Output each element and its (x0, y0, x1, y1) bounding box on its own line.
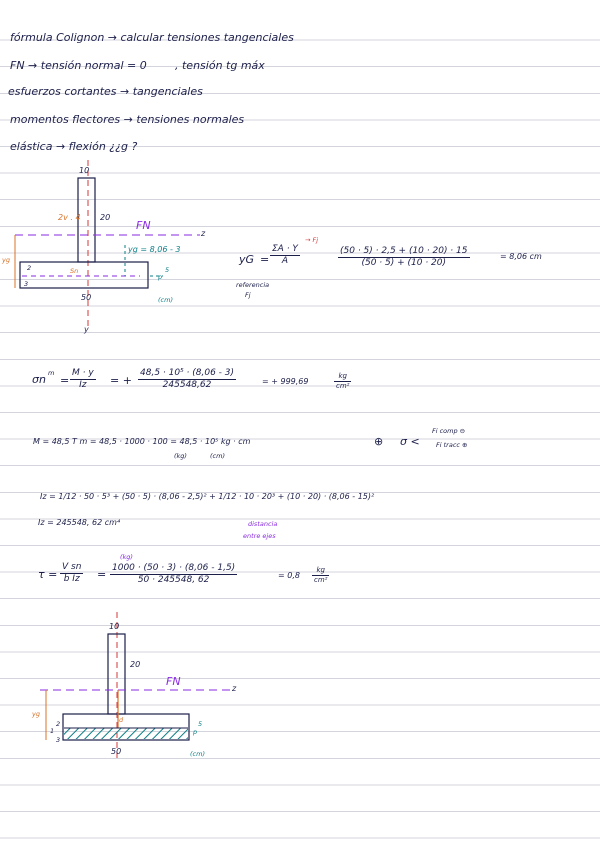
centroid-den: A (281, 256, 289, 266)
tau-lhs: τ = (38, 568, 58, 581)
inertia-text: Iz = 1/12 · 50 · 5³ + (50 · 5) · (8,06 - 2,5)² + 1/12 · 10 · 20³ + (10 · 20) · (8,06 - 15)² (40, 492, 375, 501)
diagram2-web-width: 10 (109, 622, 120, 631)
diagram1-web-height: 20 (100, 213, 111, 222)
diagram1-units: (cm) (158, 296, 173, 304)
diagram1-dim-3: 3 (24, 280, 29, 288)
sigma-num1: M · y (72, 368, 94, 378)
centroid-mark: → Fj (305, 236, 319, 244)
moment-text: M = 48,5 T m = 48,5 · 1000 · 100 = 48,5 · 10⁵ kg · cm (33, 437, 251, 446)
tau-result: = 0,8 (278, 571, 300, 580)
note-line-5: elástica → flexión ¿¿g ? (10, 140, 138, 153)
sigma-den2: 245548,62 (162, 380, 212, 390)
sigma-sign: = + (110, 374, 132, 387)
diagram2-d-label: d (119, 716, 124, 724)
tau-eq: = (97, 568, 107, 581)
diagram1-yg-value: yg = 8,06 - 3 (128, 245, 181, 254)
tau-num: 1000 · (50 · 3) · (8,06 - 1,5) (112, 563, 236, 573)
centroid-lhs: yG (239, 253, 255, 266)
sigma-result: = + 999,69 (262, 377, 309, 386)
inertia-note1: distancia (248, 520, 278, 528)
diagram1-yg-label: yg (2, 256, 10, 264)
moment-sub-kg: (kg) (174, 452, 187, 460)
diagram2-units: (cm) (190, 750, 205, 758)
note-line-4: momentos flectores → tensiones normales (10, 113, 245, 126)
sigma-eq: = (60, 374, 70, 387)
inertia-note2: entre ejes (243, 532, 276, 540)
centroid-num: ΣA · Y (272, 244, 298, 254)
centroid-big-num: (50 · 5) · 2,5 + (10 · 20) · 15 (340, 246, 468, 256)
centroid-big-den: (50 · 5) + (10 · 20) (361, 258, 447, 268)
inertia-result: Iz = 245548, 62 cm⁴ (38, 518, 121, 527)
diagram2-dim-3: 3 (56, 736, 61, 744)
note-line-2b: , tensión tg máx (175, 59, 265, 72)
moment-plus-circle: ⊕ (374, 435, 384, 448)
diagram1-dim-2: 2 (27, 264, 32, 272)
sigma-unit-den: cm² (336, 382, 350, 390)
centroid-eq: = (260, 253, 270, 266)
centroid-reference-note2: Fj (245, 291, 251, 299)
diagram2-dim-1: 1 (50, 727, 55, 735)
note-line-2a: FN → tensión normal = 0 (10, 59, 147, 72)
tau-frac1-den: b Iz (63, 574, 80, 584)
diagram2-p: p (193, 728, 198, 736)
sigma-num2: 48,5 · 10⁵ · (8,06 - 3) (140, 368, 235, 378)
diagram1-z-label: z (201, 229, 206, 238)
note-line-3: esfuerzos cortantes → tangenciales (8, 85, 203, 98)
diagram2-yg-label: yg (32, 710, 40, 718)
diagram2-z-label: z (232, 684, 237, 693)
centroid-result: = 8,06 cm (500, 252, 542, 261)
sigma-unit-num: kg (334, 372, 351, 382)
diagram1-y-label: y (84, 325, 89, 334)
sigma-den1: Iz (79, 380, 87, 390)
diagram2-fn-label: FN (166, 675, 181, 688)
moment-sigma: σ < (400, 435, 420, 448)
moment-bracket-top: Fi comp ⊖ (432, 427, 466, 435)
note-line-1: fórmula Colignon → calcular tensiones tangenciales (10, 31, 294, 44)
diagram2-dim-5: 5 (198, 720, 203, 728)
sigma-lhs-sup: m (48, 369, 55, 377)
centroid-reference-note: referencia (236, 281, 270, 289)
diagram2-web-height: 20 (130, 660, 141, 669)
diagram1-p: p (158, 273, 163, 281)
tau-frac1-num: V sn (62, 562, 82, 572)
diagram1-flange-width: 50 (81, 293, 92, 302)
diagram1-left-labels: 2v . 4 (58, 213, 81, 222)
tau-den: 50 · 245548, 62 (137, 575, 210, 585)
moment-sub-cm: (cm) (210, 452, 225, 460)
diagram2-flange-width: 50 (111, 747, 122, 756)
sigma-lhs: σn (32, 373, 46, 386)
diagram1-web-width: 10 (79, 166, 90, 175)
diagram1-sn: Sn (70, 267, 79, 275)
moment-bracket-bottom: Fi tracc ⊕ (436, 441, 468, 449)
diagram2-dim-2: 2 (56, 720, 61, 728)
diagram1-dim-5: 5 (165, 266, 170, 274)
diagram1-fn-label: FN (136, 219, 151, 232)
tau-unit-den: cm² (314, 576, 328, 584)
tau-kg-label: (kg) (120, 553, 133, 561)
hatched-area-2 (64, 728, 188, 739)
tau-unit-num: kg (312, 566, 329, 576)
